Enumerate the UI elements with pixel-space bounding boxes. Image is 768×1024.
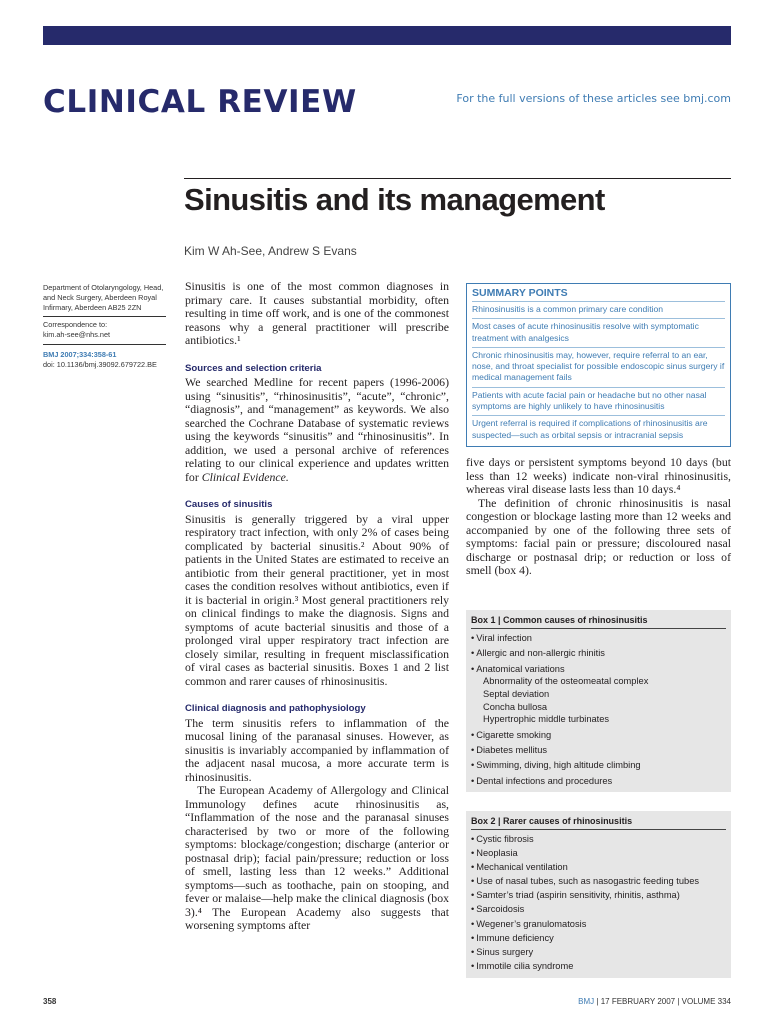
box-1-subitem: Septal deviation	[483, 689, 550, 699]
box-2	[466, 811, 731, 978]
correspondence-label: Correspondence to:	[43, 320, 108, 329]
box-2-item	[471, 960, 726, 973]
summary-point: Rhinosinusitis is a common primary care condition	[472, 301, 725, 318]
box-2-item	[471, 918, 726, 931]
bullet-icon: •	[471, 862, 475, 873]
journal-issue	[578, 997, 731, 1006]
bullet-icon: •	[471, 848, 475, 859]
box-2-item-text: Wegener’s granulomatosis	[476, 918, 587, 929]
box-2-item	[471, 847, 726, 860]
bullet-icon: •	[471, 663, 475, 674]
box-2-item-text: Sarcoidosis	[476, 904, 525, 915]
box-2-item	[471, 932, 726, 945]
bullet-icon: •	[471, 946, 475, 957]
body-column-2	[466, 456, 731, 578]
box-1-item	[471, 663, 726, 676]
sources-paragraph	[185, 376, 449, 484]
box-2-item-text: Sinus surgery	[476, 946, 534, 957]
authors: Kim W Ah-See, Andrew S Evans	[184, 244, 357, 258]
causes-paragraph: Sinusitis is generally triggered by a viral upper respiratory tract infection, with only 2% of cases being complicated by bacterial sinusitis.² About 90% of patients in the United States are estimated to receive an antibiotic from their general practitioner, yet in most cases the condition resolves without antibiotics, even if it is bacterial in origin.³ Most general practitioners rely on clinical findings to make the diagnosis. Signs and symptoms of acute bacterial sinusitis and those of a prolonged viral upper respiratory tract infection are closely similar, resulting in frequent misclassification of viral cases as bacterial sinusitis. Boxes 1 and 2 list common and rarer causes of rhinosinusitis.	[185, 511, 449, 688]
bullet-icon: •	[471, 729, 475, 740]
box-1-item-text: Anatomical variations	[476, 663, 565, 674]
box-1-item	[471, 647, 726, 660]
box-2-item	[471, 903, 726, 916]
summary-point: Chronic rhinosinusitis may, however, require referral to an ear, nose, and throat specialist for possible endoscopic sinus surgery if medical management fails	[472, 347, 725, 387]
bullet-icon: •	[471, 960, 475, 971]
bullet-icon: •	[471, 890, 475, 901]
box-1-item	[471, 729, 726, 742]
box-1-item-text: Viral infection	[476, 633, 532, 643]
section-title: CLINICAL REVIEW	[43, 84, 357, 120]
header-bar	[43, 26, 731, 45]
chronic-definition-paragraph: The definition of chronic rhinosinusitis is nasal congestion or blockage lasting more than 12 weeks and accompanied by one of the following three sets of symptoms: facial pain or pressure; discoloured nasal discharge or postnasal drip; or reduction or loss of smell (box 4).	[466, 495, 731, 577]
bullet-icon: •	[471, 775, 475, 786]
clinical-heading: Clinical diagnosis and pathophysiology	[185, 703, 366, 714]
bullet-icon: •	[471, 745, 475, 755]
bullet-icon: •	[471, 760, 475, 771]
box-1-subitem: Hypertrophic middle turbinates	[483, 714, 610, 725]
bullet-icon: •	[471, 648, 475, 659]
issue-info: | 17 FEBRUARY 2007 | VOLUME 334	[594, 997, 731, 1006]
continued-paragraph: five days or persistent symptoms beyond 10 days (but less than 12 weeks) indicate non-viral rhinosinusitis, whereas viral disease lasts less than 10 days.⁴	[466, 455, 731, 496]
summary-point: Most cases of acute rhinosinusitis resolve with symptomatic treatment with analgesics	[472, 318, 725, 347]
box-1-item-text: Cigarette smoking	[476, 729, 552, 740]
citation: BMJ 2007;334:358-61	[43, 350, 117, 359]
box-1-item	[471, 759, 726, 772]
summary-point: Urgent referral is required if complications of rhinosinusitis are suspected—such as orbital sepsis or intracranial sepsis	[472, 415, 725, 444]
correspondence	[43, 320, 166, 345]
box-2-title: Box 2 | Rarer causes of rhinosinusitis	[471, 813, 726, 830]
box-1	[466, 610, 731, 792]
box-1-item	[471, 775, 726, 788]
box-2-item	[471, 889, 726, 902]
summary-point: Patients with acute facial pain or headache but no other nasal symptoms are highly unlikely to have rhinosinusitis	[472, 387, 725, 416]
box-2-item-text: Cystic fibrosis	[476, 834, 534, 844]
box-1-item	[471, 632, 726, 645]
journal-brand: BMJ	[578, 997, 595, 1006]
box-2-item-text: Mechanical ventilation	[476, 862, 568, 873]
body-column-1	[185, 280, 449, 933]
box-1-item	[471, 744, 726, 757]
box-1-subitem: Abnormality of the osteomeatal complex	[483, 676, 649, 687]
box-2-item	[471, 946, 726, 959]
affiliation: Department of Otolaryngology, Head, and Neck Surgery, Aberdeen Royal Infirmary, Aberdeen AB25 2ZN	[43, 283, 166, 317]
page-number: 358	[43, 997, 57, 1006]
sidebar	[43, 283, 166, 370]
title-rule	[184, 178, 731, 179]
summary-points-box	[466, 283, 731, 447]
box-1-item-text: Diabetes mellitus	[476, 745, 548, 755]
box-2-item-text: Neoplasia	[476, 848, 518, 859]
bullet-icon: •	[471, 904, 475, 915]
full-version-note: For the full versions of these articles see bmj.com	[456, 92, 731, 105]
causes-heading: Causes of sinusitis	[185, 499, 273, 510]
clinical-paragraph-1: The term sinusitis refers to inflammation of the mucosal lining of the paranasal sinuses. However, as sinusitis is invariably accompanied by inflammation of the adjacent nasal mucosa, a more accurate term is rhinosinusitis.	[185, 715, 449, 784]
box-2-item-text: Immune deficiency	[476, 932, 554, 943]
box-1-subitem: Concha bullosa	[483, 701, 548, 712]
summary-title: SUMMARY POINTS	[472, 287, 568, 299]
box-1-item-text: Dental infections and procedures	[476, 775, 613, 786]
article-title: Sinusitis and its management	[184, 182, 605, 217]
bullet-icon: •	[471, 918, 475, 929]
bullet-icon: •	[471, 633, 475, 643]
correspondence-email[interactable]: kim.ah-see@nhs.net	[43, 330, 111, 339]
bullet-icon: •	[471, 834, 475, 844]
doi: doi: 10.1136/bmj.39092.679722.BE	[43, 360, 157, 369]
bullet-icon: •	[471, 932, 475, 943]
clinical-evidence-title: Clinical Evidence.	[201, 469, 289, 484]
box-1-item-text: Swimming, diving, high altitude climbing	[476, 760, 641, 771]
box-2-item-text: Samter’s triad (aspirin sensitivity, rhinitis, asthma)	[476, 890, 680, 901]
box-2-item	[471, 875, 726, 888]
clinical-paragraph-2: The European Academy of Allergology and Clinical Immunology defines acute rhinosinusitis as, “Inflammation of the nose and the paranasal sinuses characterised by two or more of the following symptoms: blockage/congestion; discharge (anterior or postnasal drip); facial pain/pressure; reduction or loss of smell, lasting less than 12 weeks.” Additional symptoms—such as toothache, pain on stooping, and fever or malaise—help make the clinical diagnosis (box 3).⁴ The European Academy also suggests that worsening symptoms after	[185, 783, 449, 932]
box-1-title: Box 1 | Common causes of rhinosinusitis	[471, 612, 726, 629]
box-2-item-text: Immotile cilia syndrome	[476, 960, 574, 971]
box-2-item	[471, 861, 726, 874]
intro-paragraph: Sinusitis is one of the most common diagnoses in primary care. It causes substantial morbidity, often resulting in time off work, and is one of the commonest reasons why a general practitioner will prescribe antibiotics.¹	[185, 279, 449, 347]
sources-heading: Sources and selection criteria	[185, 362, 322, 374]
bullet-icon: •	[471, 876, 475, 887]
box-2-item-text: Use of nasal tubes, such as nasogastric feeding tubes	[476, 876, 700, 887]
sources-text: We searched Medline for recent papers (1996-2006) using “sinusitis”, “rhinosinusitis”, “acute”, “chronic”, “diagnosis”, and “management” as keywords. We also searched the Cochrane Database of systematic reviews using the keywords “sinusitis” and “rhinosinusitis”. In addition, we used a personal archive of references relating to our clinical experience and updates written for	[185, 375, 449, 484]
box-1-item-text: Allergic and non-allergic rhinitis	[476, 648, 605, 659]
box-2-item	[471, 833, 726, 846]
